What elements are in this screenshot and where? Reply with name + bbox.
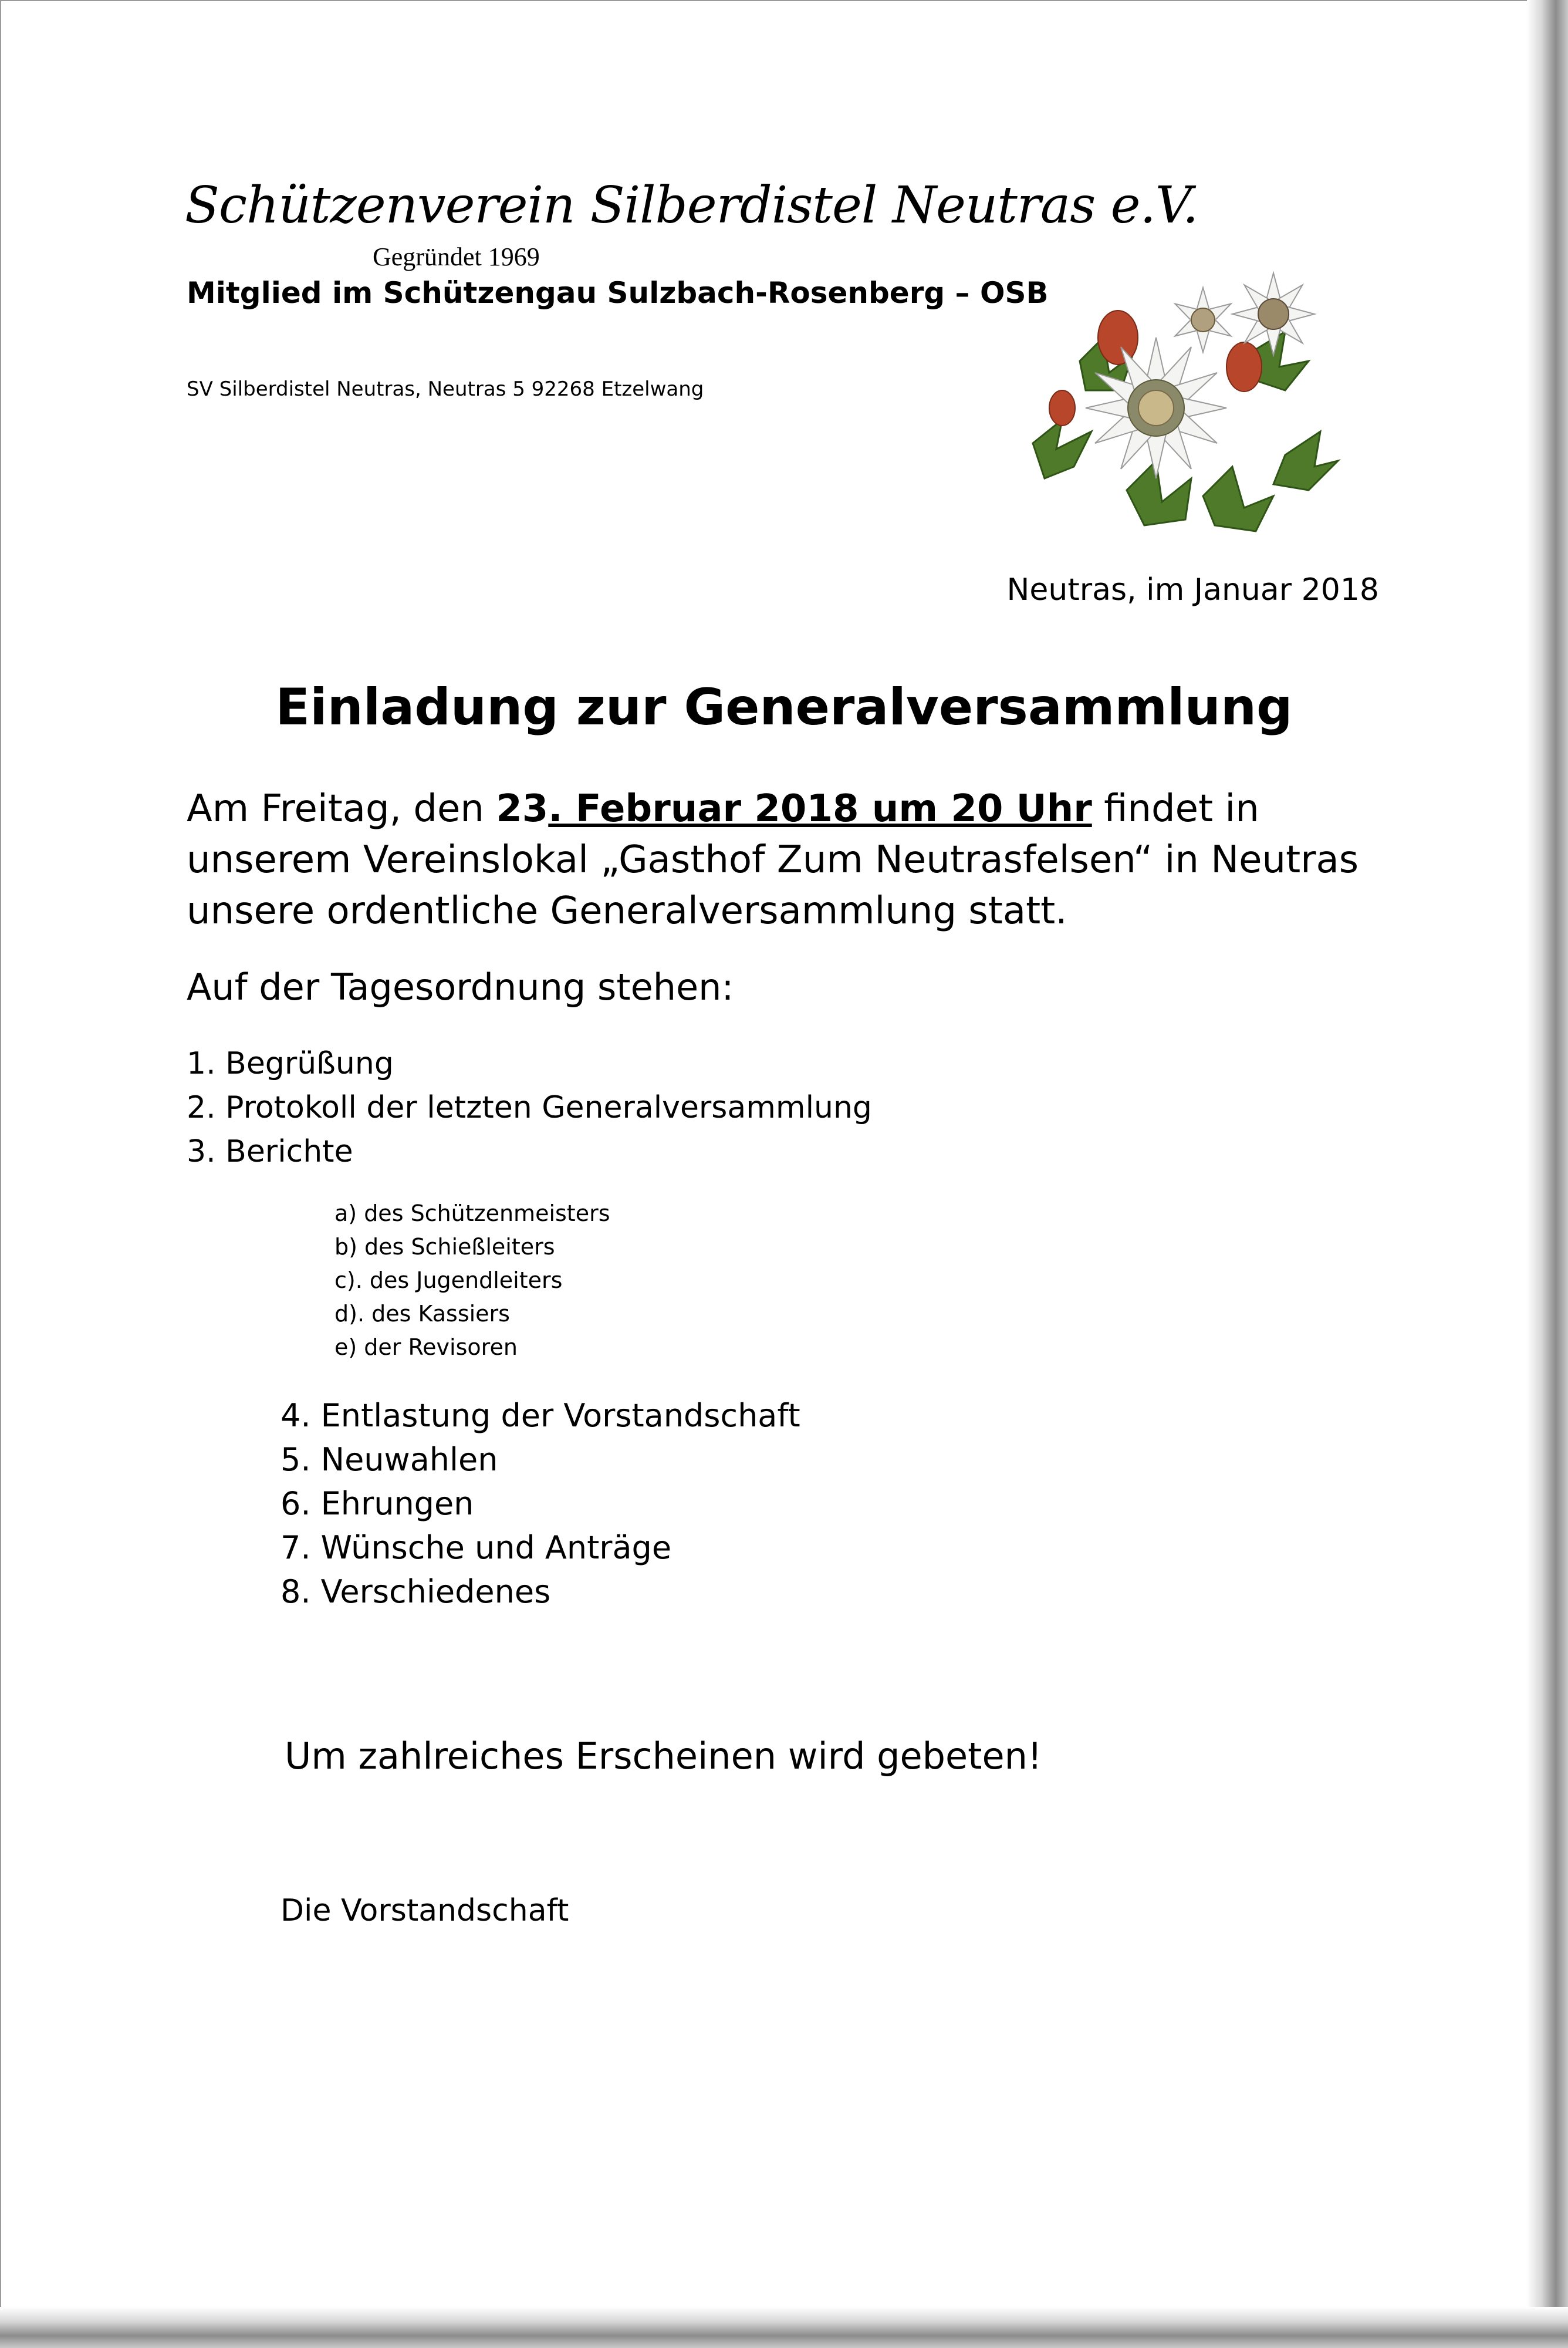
agenda-item: 2. Protokoll der letzten Generalversammlung bbox=[187, 1090, 872, 1125]
signature: Die Vorstandschaft bbox=[281, 1893, 569, 1928]
page-shadow-right bbox=[1527, 0, 1568, 2348]
membership-line: Mitglied im Schützengau Sulzbach-Rosenberg – OSB bbox=[187, 276, 1049, 310]
club-name: Schützenverein Silberdistel Neutras e.V. bbox=[185, 176, 1198, 235]
agenda-item: 8. Verschiedenes bbox=[281, 1573, 551, 1610]
agenda-item: 7. Wünsche und Anträge bbox=[281, 1529, 672, 1566]
intro-paragraph bbox=[187, 784, 1419, 937]
intro-date-time: . Februar 2018 um 20 Uhr bbox=[548, 787, 1092, 831]
sender-address: SV Silberdistel Neutras, Neutras 5 92268 Etzelwang bbox=[187, 377, 704, 401]
agenda-item: 5. Neuwahlen bbox=[281, 1441, 498, 1478]
agenda-item: 1. Begrüßung bbox=[187, 1046, 394, 1081]
report-subitem: c). des Jugendleiters bbox=[334, 1267, 563, 1293]
intro-part2: findet in unserem Vereinslokal „Gasthof Zum Neutrasfelsen“ in Neutras unsere ordentliche Generalversammlung statt. bbox=[187, 787, 1359, 933]
report-subitem: b) des Schießleiters bbox=[334, 1234, 555, 1260]
report-subitem: d). des Kassiers bbox=[334, 1301, 510, 1327]
agenda-item: 3. Berichte bbox=[187, 1134, 353, 1169]
page-title: Einladung zur Generalversammlung bbox=[275, 678, 1293, 737]
closing-line: Um zahlreiches Erscheinen wird gebeten! bbox=[285, 1735, 1042, 1777]
founded-line: Gegründet 1969 bbox=[373, 242, 540, 271]
page-shadow-bottom bbox=[0, 2307, 1568, 2348]
agenda-intro: Auf der Tagesordnung stehen: bbox=[187, 966, 734, 1008]
report-subitem: a) des Schützenmeisters bbox=[334, 1200, 610, 1226]
intro-date-day: 23 bbox=[496, 787, 549, 831]
agenda-item: 6. Ehrungen bbox=[281, 1485, 474, 1522]
place-date: Neutras, im Januar 2018 bbox=[1006, 572, 1379, 608]
intro-part1: Am Freitag, den bbox=[187, 787, 496, 831]
agenda-item: 4. Entlastung der Vorstandschaft bbox=[281, 1397, 800, 1434]
report-subitem: e) der Revisoren bbox=[334, 1334, 518, 1360]
thistle-icon bbox=[1009, 267, 1350, 543]
